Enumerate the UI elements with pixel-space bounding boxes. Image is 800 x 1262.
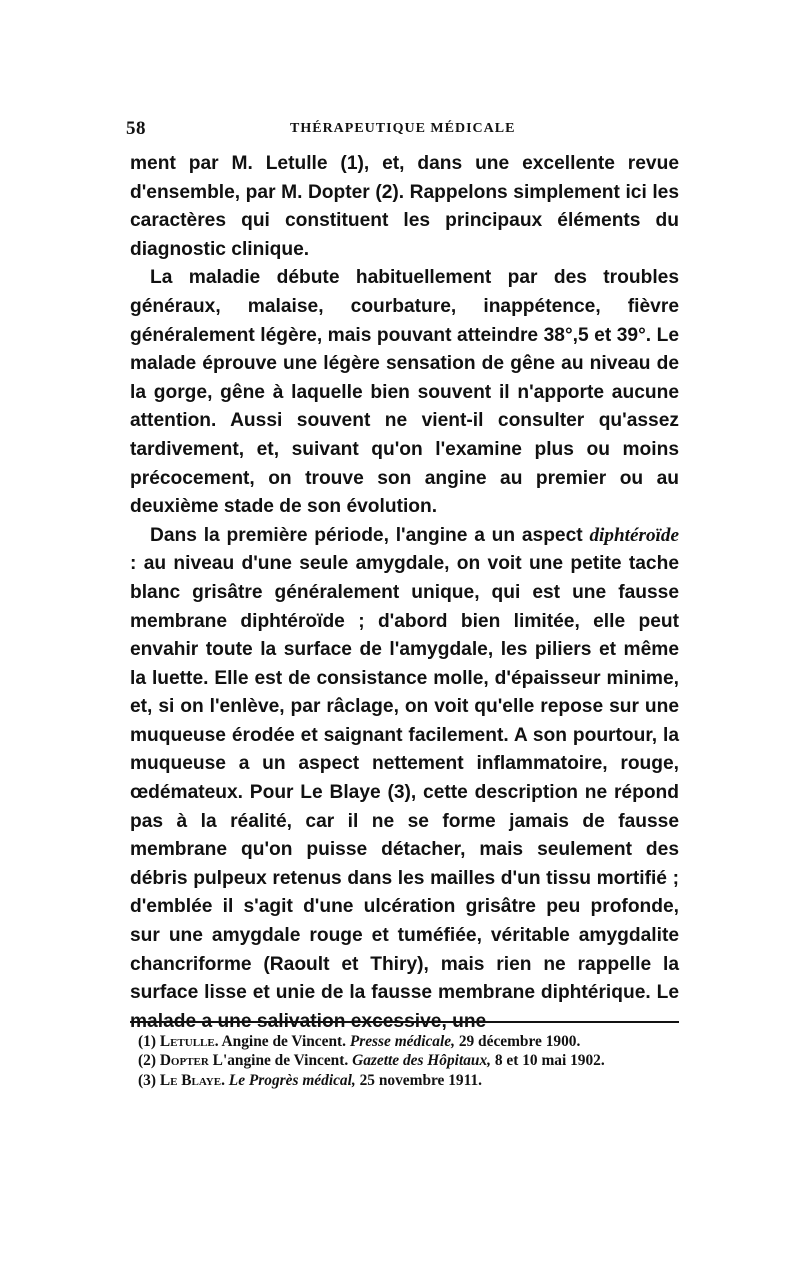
footnote-rule: [130, 1021, 679, 1023]
footnote-author: Dopter: [159, 1052, 209, 1070]
paragraph-continuation: ment par M. Letulle (1), et, dans une excellente revue d'ensemble, par M. Dopter (2). Rappelons simplement ici les caractères qui constituent les principaux éléments du diagnostic clinique.: [130, 153, 679, 260]
footnote-title: Presse médicale,: [349, 1033, 455, 1050]
footnote-number: (3): [138, 1071, 156, 1089]
footnotes: [130, 1032, 679, 1090]
footnote-author: Letulle.: [159, 1033, 219, 1050]
paragraph-text: Dans la première période, l'angine a un aspect: [150, 524, 590, 546]
page-header: [126, 118, 682, 140]
footnote-item: [130, 1071, 679, 1090]
footnote-title: Gazette des Hôpitaux,: [352, 1052, 492, 1070]
paragraph-text: : au niveau d'une seule amygdale, on voit une petite tache blanc grisâtre généralement unique, qui est une fausse membrane diphtéroïde ; d'abord bien limitée, elle peut envahir toute la surface de l'amygdale, les piliers et même la luette. Elle est de consistance molle, d'épaisseur minime, et, si on l'enlève, par râclage, on voit qu'elle repose sur une muqueuse érodée et saignant facilement. A son pourtour, la muqueuse a un aspect nettement inflammatoire, rouge, œdémateux. Pour Le Blaye (3), cette description ne répond pas à la réalité, car il ne se forme jamais de fausse membrane qu'on puisse détacher, mais seulement des débris pulpeux retenus dans les mailles d'un tissu mortifié ; d'emblée il s'agit d'une ulcération grisâtre peu profonde, sur une amygdale rouge et tuméfiée, véritable amygdalite chancriforme (Raoult et Thiry), mais rien ne rappelle la surface lisse et unie de la fausse membrane diphtérique. Le malade a une salivation excessive, une: [130, 553, 679, 1032]
footnote-date: 25 novembre 1911.: [355, 1071, 483, 1089]
footnote-text: Angine de Vincent.: [218, 1033, 350, 1050]
footnote-title: Le Progrès médical,: [228, 1071, 356, 1089]
italic-term: diphtéroïde: [589, 524, 679, 546]
running-head: THÉRAPEUTIQUE MÉDICALE: [290, 121, 516, 136]
footnote-text: L'angine de Vincent.: [208, 1052, 353, 1070]
page-number: 58: [126, 118, 146, 139]
footnote-date: 8 et 10 mai 1902.: [491, 1052, 605, 1070]
footnote-number: (1): [138, 1033, 156, 1050]
footnote-date: 29 décembre 1900.: [454, 1033, 581, 1050]
footnote-item: [130, 1032, 679, 1051]
paragraph-symptoms: La maladie débute habituellement par des troubles généraux, malaise, courbature, inappétence, fièvre généralement légère, mais pouvant atteindre 38°,5 et 39°. Le malade éprouve une légère sensation de gêne au niveau de la gorge, gêne à laquelle bien souvent il n'apporte aucune attention. Aussi souvent ne vient-il consulter qu'assez tardivement, et, suivant qu'on l'examine plus ou moins précocement, on trouve son angine au premier ou au deuxième stade de son évolution.: [130, 267, 679, 518]
footnote-number: (2): [138, 1052, 156, 1070]
body-text: [130, 150, 679, 1036]
footnote-author: Le Blaye.: [159, 1071, 225, 1089]
paragraph-first-period: [130, 522, 679, 1037]
footnote-item: [130, 1051, 679, 1070]
